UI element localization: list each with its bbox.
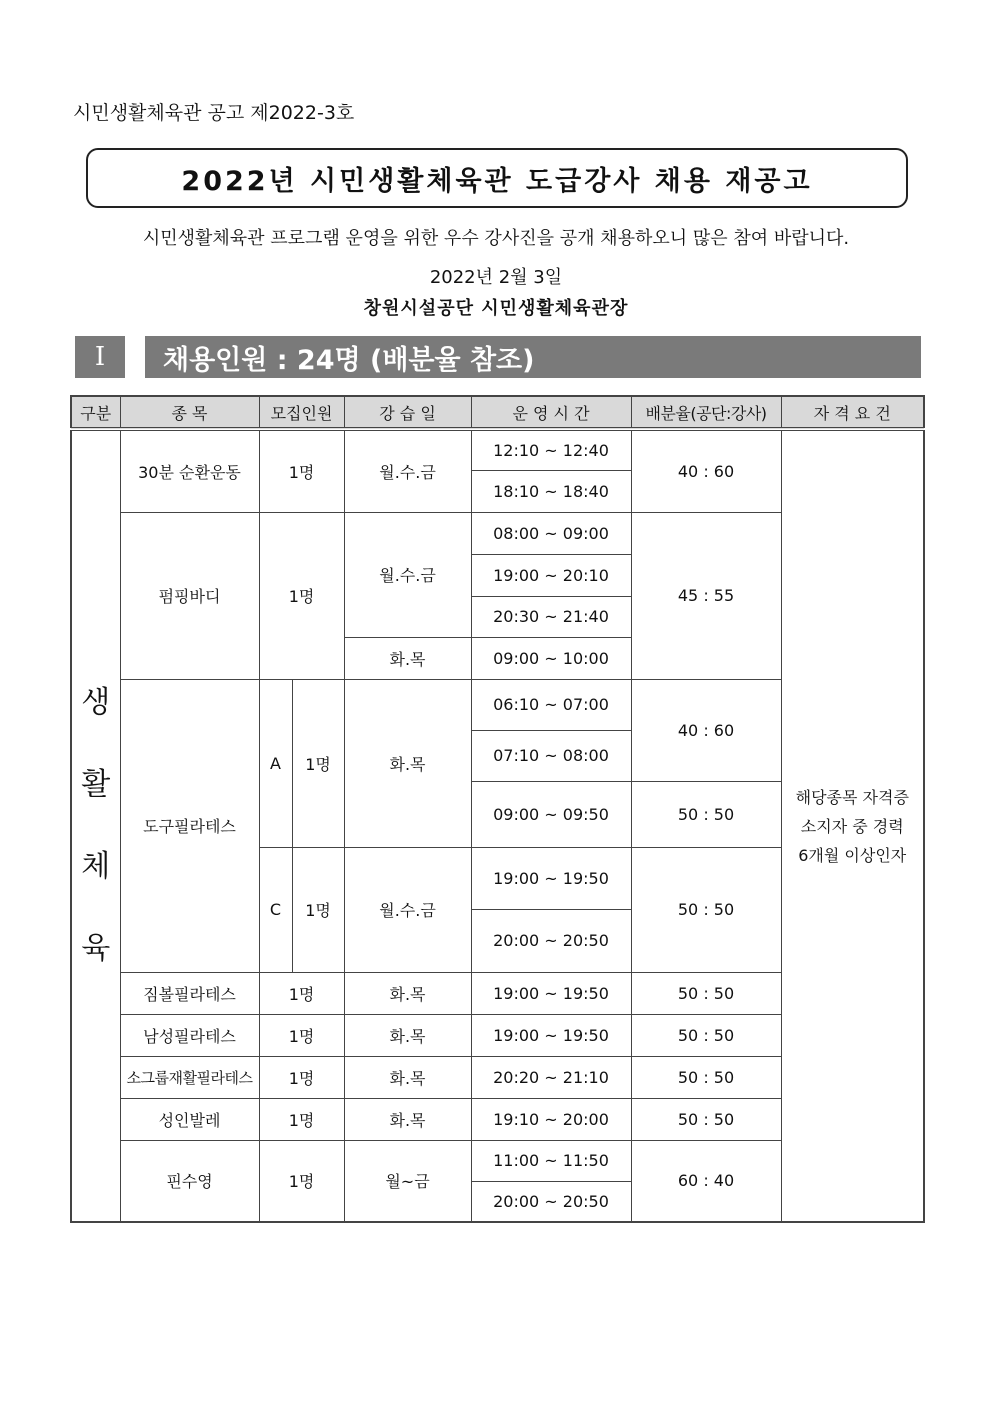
time-slot: 19:00 ~ 20:10 (471, 554, 631, 596)
ratio-value: 50 : 50 (631, 781, 781, 847)
item-name: 짐볼필라테스 (120, 972, 259, 1014)
item-name: 소그룹재활필라테스 (120, 1056, 259, 1098)
qualification-line: 소지자 중 경력 (800, 816, 904, 836)
table-row (71, 429, 924, 470)
time-slot: 20:00 ~ 20:50 (471, 909, 631, 972)
time-slot: 11:00 ~ 11:50 (471, 1140, 631, 1181)
ratio-value: 40 : 60 (631, 429, 781, 512)
recruit-count: 1명 (259, 1140, 344, 1222)
item-name: 성인발레 (120, 1098, 259, 1140)
item-name: 30분 순환운동 (120, 429, 259, 512)
table-header-row (71, 396, 924, 429)
recruit-count: 1명 (259, 429, 344, 512)
ratio-value: 50 : 50 (631, 1014, 781, 1056)
header-category: 구분 (71, 396, 120, 429)
ratio-value: 50 : 50 (631, 972, 781, 1014)
qualification-line: 해당종목 자격증 (795, 787, 909, 807)
class-days: 월.수.금 (344, 847, 471, 972)
notice-number: 시민생활체육관 공고 제2022-3호 (73, 102, 355, 124)
ratio-value: 50 : 50 (631, 1098, 781, 1140)
recruitment-table (70, 395, 925, 1223)
class-days: 화.목 (344, 1098, 471, 1140)
header-ratio: 배분율(공단:강사) (631, 396, 781, 429)
category-char: 체 (81, 849, 111, 884)
page-title: 2022년 시민생활체육관 도급강사 채용 재공고 (86, 148, 908, 208)
time-slot: 19:00 ~ 19:50 (471, 972, 631, 1014)
class-days: 화.목 (344, 1014, 471, 1056)
time-slot: 09:00 ~ 10:00 (471, 637, 631, 679)
time-slot: 19:10 ~ 20:00 (471, 1098, 631, 1140)
time-slot: 09:00 ~ 09:50 (471, 781, 631, 847)
time-slot: 12:10 ~ 12:40 (471, 429, 631, 470)
header-item: 종 목 (120, 396, 259, 429)
recruit-count: 1명 (259, 512, 344, 679)
item-name: 남성필라테스 (120, 1014, 259, 1056)
category-cell (71, 429, 120, 1222)
intro-text: 시민생활체육관 프로그램 운영을 위한 우수 강사진을 공개 채용하오니 많은 참여 바랍니다. (142, 228, 850, 249)
time-slot: 20:30 ~ 21:40 (471, 596, 631, 637)
item-name: 도구필라테스 (120, 679, 259, 972)
ratio-value: 60 : 40 (631, 1140, 781, 1222)
header-time: 운 영 시 간 (471, 396, 631, 429)
category-char: 생 (81, 685, 111, 720)
time-slot: 08:00 ~ 09:00 (471, 512, 631, 554)
item-name: 핀수영 (120, 1140, 259, 1222)
qualification-line: 6개월 이상인자 (798, 845, 907, 865)
section-number: Ⅰ (75, 336, 125, 378)
ratio-value: 50 : 50 (631, 1056, 781, 1098)
class-days: 화.목 (344, 1056, 471, 1098)
notice-date: 2022년 2월 3일 (429, 267, 563, 288)
category-char: 활 (81, 767, 111, 802)
recruit-count: 1명 (259, 972, 344, 1014)
time-slot: 19:00 ~ 19:50 (471, 1014, 631, 1056)
recruit-count: 1명 (259, 1056, 344, 1098)
group-label: A (259, 679, 292, 847)
class-days: 화.목 (344, 679, 471, 847)
header-days: 강 습 일 (344, 396, 471, 429)
time-slot: 19:00 ~ 19:50 (471, 847, 631, 909)
recruit-count: 1명 (292, 679, 344, 847)
ratio-value: 50 : 50 (631, 847, 781, 972)
recruit-count: 1명 (292, 847, 344, 972)
group-label: C (259, 847, 292, 972)
ratio-value: 40 : 60 (631, 679, 781, 781)
recruit-count: 1명 (259, 1098, 344, 1140)
time-slot: 20:20 ~ 21:10 (471, 1056, 631, 1098)
qualification-cell (781, 429, 924, 1222)
class-days: 월~금 (344, 1140, 471, 1222)
class-days: 월.수.금 (344, 512, 471, 637)
time-slot: 07:10 ~ 08:00 (471, 730, 631, 781)
header-recruits: 모집인원 (259, 396, 344, 429)
category-char: 육 (81, 931, 111, 966)
time-slot: 18:10 ~ 18:40 (471, 470, 631, 512)
header-qualification: 자 격 요 건 (781, 396, 924, 429)
class-days: 화.목 (344, 637, 471, 679)
section-title: 채용인원 : 24명 (배분율 참조) (145, 336, 921, 378)
class-days: 월.수.금 (344, 429, 471, 512)
recruit-count: 1명 (259, 1014, 344, 1056)
issuer: 창원시설공단 시민생활체육관장 (363, 298, 629, 319)
time-slot: 20:00 ~ 20:50 (471, 1181, 631, 1222)
class-days: 화.목 (344, 972, 471, 1014)
ratio-value: 45 : 55 (631, 512, 781, 679)
time-slot: 06:10 ~ 07:00 (471, 679, 631, 730)
item-name: 펌핑바디 (120, 512, 259, 679)
